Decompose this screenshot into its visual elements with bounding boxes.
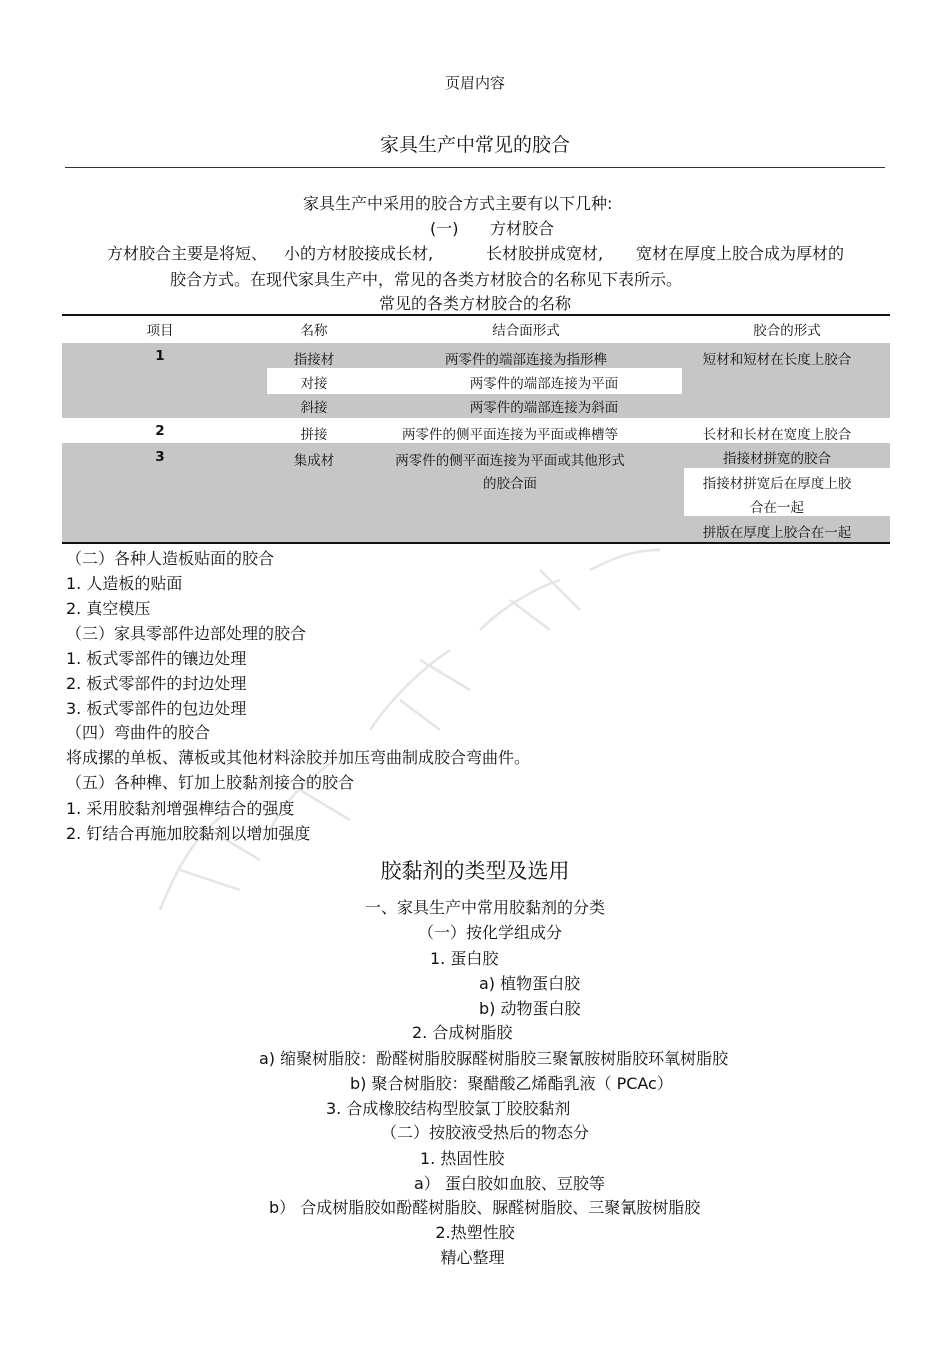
header-surface: 结合面形式 xyxy=(492,323,560,339)
title-rule xyxy=(65,167,885,168)
section-2-line: 1. 热固性胶 xyxy=(420,1149,505,1168)
section-1-number: (一) xyxy=(430,219,459,238)
row-1-name-3: 斜接 xyxy=(300,400,328,416)
page-footer: 精心整理 xyxy=(440,1248,505,1267)
list-line: （五）各种榫、钉加上胶黏剂接合的胶合 xyxy=(66,773,355,792)
document-title: 家具生产中常见的胶合 xyxy=(379,134,570,156)
section-2-line: a) 植物蛋白胶 xyxy=(479,974,581,993)
section-2-title: 胶黏剂的类型及选用 xyxy=(380,859,570,883)
section-2-line: 2. 合成树脂胶 xyxy=(412,1023,513,1042)
section-2-line: b） 合成树脂胶如酚醛树脂胶、脲醛树脂胶、三聚氰胺树脂胶 xyxy=(269,1198,701,1217)
list-line: （二）各种人造板贴面的胶合 xyxy=(66,549,275,568)
row-1-surface-1: 两零件的端部连接为指形榫 xyxy=(445,352,607,368)
list-line: 2. 板式零部件的封边处理 xyxy=(66,674,247,693)
section-2-line: 1. 蛋白胶 xyxy=(430,949,499,968)
section-1-title: 方材胶合 xyxy=(490,219,555,238)
row-3-item: 3 xyxy=(155,449,165,465)
row-1-name-1: 指接材 xyxy=(293,352,335,368)
row-1-surface-2: 两零件的端部连接为平面 xyxy=(469,376,619,392)
section-2-line: b) 动物蛋白胶 xyxy=(479,999,581,1018)
list-line: 将成摞的单板、薄板或其他材料涂胶并加压弯曲制成胶合弯曲件。 xyxy=(66,748,531,767)
section-2-line: （一）按化学组成分 xyxy=(417,923,562,942)
para-1-seg-3: 长材胶拼成宽材, xyxy=(486,244,604,263)
header-item: 项目 xyxy=(146,323,174,339)
row-2-form: 长材和长材在宽度上胶合 xyxy=(702,427,852,443)
section-2-line: 一、家具生产中常用胶黏剂的分类 xyxy=(364,898,605,917)
row-3-form-1: 指接材拼宽的胶合 xyxy=(723,451,831,467)
para-1-seg-2: 小的方材胶接成长材, xyxy=(284,244,434,263)
para-1-seg-1: 方材胶合主要是将短、 xyxy=(107,244,268,263)
table-top-rule xyxy=(62,314,890,316)
row-2-surface: 两零件的侧平面连接为平面或榫槽等 xyxy=(402,427,618,443)
row-3-form-2: 指接材拼宽后在厚度上胶 xyxy=(702,476,852,492)
row-1-item: 1 xyxy=(155,348,165,364)
row-2-item: 2 xyxy=(155,423,165,439)
row-3-form-4: 拼版在厚度上胶合在一起 xyxy=(702,525,852,541)
row-3-form-3: 合在一起 xyxy=(750,500,804,516)
row-2-name: 拼接 xyxy=(300,427,328,443)
section-2-line: b) 聚合树脂胶：聚醋酸乙烯酯乳液（ PCAc） xyxy=(350,1074,673,1093)
list-line: （三）家具零部件边部处理的胶合 xyxy=(66,624,307,643)
table-caption: 常见的各类方材胶合的名称 xyxy=(378,294,571,313)
header-form: 胶合的形式 xyxy=(753,323,821,339)
list-line: 2. 钉结合再施加胶黏剂以增加强度 xyxy=(66,824,311,843)
row-3-surface-1: 两零件的侧平面连接为平面或其他形式 xyxy=(395,453,625,469)
section-2-line: a) 缩聚树脂胶：酚醛树脂胶脲醛树脂胶三聚氰胺树脂胶环氧树脂胶 xyxy=(259,1049,729,1068)
section-2-line: a） 蛋白胶如血胶、豆胶等 xyxy=(414,1174,605,1193)
section-2-line: 2.热塑性胶 xyxy=(435,1223,515,1242)
row-1-surface-3: 两零件的端部连接为斜面 xyxy=(469,400,619,416)
row-1-form: 短材和短材在长度上胶合 xyxy=(702,352,852,368)
list-line: （四）弯曲件的胶合 xyxy=(66,723,211,742)
para-1-seg-4: 宽材在厚度上胶合成为厚材的 xyxy=(636,244,845,263)
section-2-line: （二）按胶液受热后的物态分 xyxy=(380,1123,589,1142)
list-line: 3. 板式零部件的包边处理 xyxy=(66,699,247,718)
list-line: 2. 真空模压 xyxy=(66,599,151,618)
list-line: 1. 板式零部件的镶边处理 xyxy=(66,649,247,668)
header-name: 名称 xyxy=(300,323,328,339)
row-1-name-2: 对接 xyxy=(300,376,328,392)
section-2-line: 3. 合成橡胶结构型胶氯丁胶胶黏剂 xyxy=(326,1099,571,1118)
list-line: 1. 人造板的贴面 xyxy=(66,574,183,593)
list-line: 1. 采用胶黏剂增强榫结合的强度 xyxy=(66,799,295,818)
row-3-name: 集成材 xyxy=(293,453,335,469)
para-1-line-2: 胶合方式。在现代家具生产中，常见的各类方材胶合的名称见下表所示。 xyxy=(170,270,683,289)
page-header: 页眉内容 xyxy=(444,74,505,92)
intro-text: 家具生产中采用的胶合方式主要有以下几种: xyxy=(303,194,613,213)
row-3-surface-2: 的胶合面 xyxy=(483,476,537,492)
